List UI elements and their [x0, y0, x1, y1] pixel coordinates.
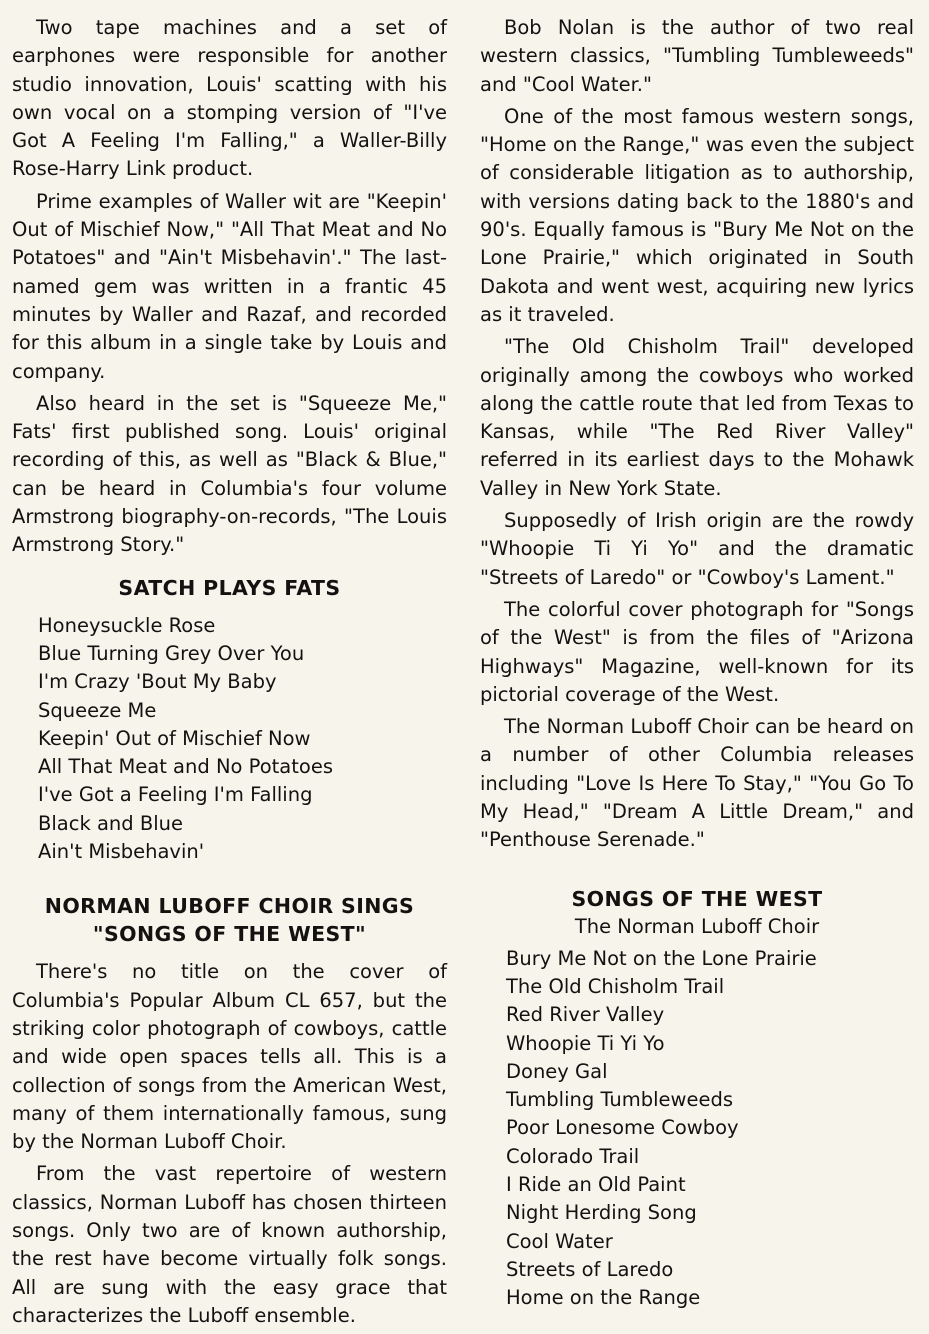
- track-list-item: The Old Chisholm Trail: [506, 974, 725, 998]
- track-list-item: Home on the Range: [506, 1286, 701, 1310]
- paragraph-album-cover: There's no title on the cover of Columbia's Popular Album CL 657, but the striking color photograph of cowboys, cattle and wide open spaces tells all. This is a collection of songs from the American West, many of them internationally famous, sung by the Norman Luboff Choir.: [12, 960, 447, 1154]
- track-list-item: Cool Water: [506, 1229, 613, 1253]
- songs-of-the-west-heading: SONGS OF THE WEST: [571, 886, 823, 911]
- track-list-item: Whoopie Ti Yi Yo: [506, 1031, 665, 1055]
- songs-of-the-west-section-title: "SONGS OF THE WEST": [92, 922, 367, 947]
- track-list-item: I've Got a Feeling I'm Falling: [38, 783, 313, 807]
- satch-plays-fats-heading: SATCH PLAYS FATS: [118, 575, 341, 600]
- paragraph-irish-origin: Supposedly of Irish origin are the rowdy "Whoopie Ti Yi Yo" and the dramatic "Streets of Laredo" or "Cowboy's Lament.": [480, 509, 914, 589]
- paragraph-waller-wit: Prime examples of Waller wit are "Keepin' Out of Mischief Now," "All That Meat and No Potatoes" and "Ain't Misbehavin'." The last-named gem was written in a frantic 45 minutes by Waller and Razaf, and recorded for this album in a single take by Louis and company.: [12, 189, 447, 383]
- paragraph-tape-machines: Two tape machines and a set of earphones were responsible for another studio innovation, Louis' scatting with his own vocal on a stomping version of "I've Got A Feeling I'm Falling," a Waller-Billy Rose-Harry Link product.: [12, 16, 447, 181]
- track-list-item: Bury Me Not on the Lone Prairie: [506, 946, 817, 970]
- right-column: [480, 14, 914, 1312]
- track-list-item: Blue Turning Grey Over You: [38, 641, 305, 665]
- track-list-item: I'm Crazy 'Bout My Baby: [38, 670, 277, 694]
- track-list-item: Streets of Laredo: [506, 1257, 674, 1281]
- track-list-item: Squeeze Me: [38, 698, 157, 722]
- paragraph-bob-nolan: Bob Nolan is the author of two real western classics, "Tumbling Tumbleweeds" and "Cool Water.": [480, 16, 914, 96]
- track-list-item: Keepin' Out of Mischief Now: [38, 726, 311, 750]
- track-list-item: Ain't Misbehavin': [38, 840, 205, 864]
- satch-plays-fats-track-list: [12, 612, 447, 867]
- left-column: [12, 14, 447, 1334]
- paragraph-home-on-the-range: One of the most famous western songs, "Home on the Range," was even the subject of considerable litigation as to authorship, with versions dating back to the 1880's and 90's. Equally famous is "Bury Me Not on the Lone Prairie," which originated in South Dakota and went west, acquiring new lyrics as it traveled.: [480, 104, 914, 326]
- paragraph-chisholm-trail: "The Old Chisholm Trail" developed originally among the cowboys who worked along the cattle route that led from Texas to Kansas, while "The Red River Valley" referred in its earliest days to the Mohawk Valley in New York State.: [480, 335, 914, 500]
- paragraph-squeeze-me: Also heard in the set is "Squeeze Me," Fats' first published song. Louis' original recording of this, as well as "Black & Blue," can be heard in Columbia's four volume Armstrong biography-on-records, "The Louis Armstrong Story.": [12, 391, 447, 557]
- luboff-section-title: NORMAN LUBOFF CHOIR SINGS: [44, 894, 415, 919]
- track-list-item: Black and Blue: [38, 811, 183, 835]
- luboff-choir-subheading: The Norman Luboff Choir: [574, 914, 820, 938]
- track-list-item: Night Herding Song: [506, 1201, 697, 1225]
- track-list-item: Poor Lonesome Cowboy: [506, 1116, 739, 1140]
- songs-of-the-west-track-list: [480, 945, 914, 1313]
- track-list-item: Tumbling Tumbleweeds: [506, 1088, 734, 1112]
- track-list-item: Doney Gal: [506, 1059, 608, 1083]
- paragraph-repertoire: From the vast repertoire of western classics, Norman Luboff has chosen thirteen songs. Only two are of known authorship, the rest have become virtually folk songs. All are sung with the easy grace that characterizes the Luboff ensemble.: [12, 1162, 447, 1327]
- track-list-item: Red River Valley: [506, 1003, 665, 1027]
- track-list-item: Honeysuckle Rose: [38, 613, 216, 637]
- track-list-item: Colorado Trail: [506, 1144, 640, 1168]
- paragraph-other-releases: The Norman Luboff Choir can be heard on a number of other Columbia releases including "Love Is Here To Stay," "You Go To My Head," "Dream A Little Dream," and "Penthouse Serenade.": [480, 715, 914, 852]
- track-list-item: I Ride an Old Paint: [506, 1172, 686, 1196]
- paragraph-cover-photograph: The colorful cover photograph for "Songs of the West" is from the files of "Arizona Highways" Magazine, well-known for its pictorial coverage of the West.: [480, 597, 914, 706]
- track-list-item: All That Meat and No Potatoes: [38, 755, 333, 779]
